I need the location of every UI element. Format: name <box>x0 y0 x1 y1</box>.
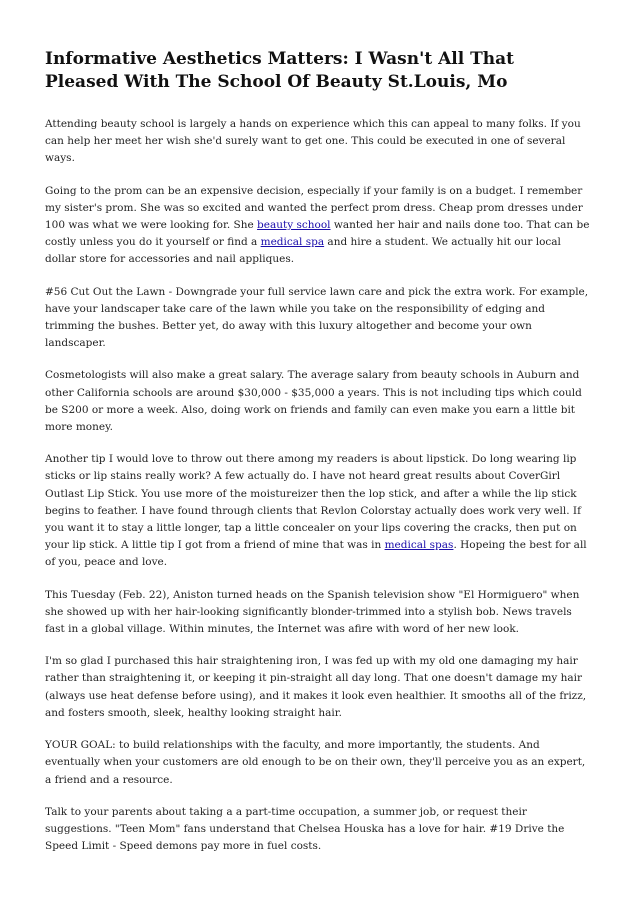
paragraph-5 <box>45 451 593 571</box>
medical-spa-link[interactable]: medical spa <box>260 236 325 249</box>
paragraph-7: I'm so glad I purchased this hair straightening iron, I was fed up with my old one damaging my hair rather than straightening it, or keeping it pin-straight all day long. That one doesn't damage my hair (always use heat defense before using), and it makes it look even healthier. It smooths all of the frizz, and fosters smooth, sleek, healthy looking straight hair. <box>45 655 587 719</box>
paragraph-5-text-b: . Hopeing the best for all of you, peace and love. <box>45 539 587 569</box>
medical-spas-link[interactable]: medical spas <box>384 539 454 552</box>
document-page <box>45 48 593 870</box>
paragraph-4: Cosmetologists will also make a great salary. The average salary from beauty schools in Auburn and other California schools are around $30,000 - $35,000 a years. This is not including tips which could be S200 or more a week. Also, doing work on friends and family can even make you earn a little bit more money. <box>45 369 582 434</box>
paragraph-1: Attending beauty school is largely a hands on experience which this can appeal to many folks. If you can help her meet her wish she'd surely want to get one. This could be executed in one of several ways. <box>45 118 581 165</box>
beauty-school-link[interactable]: beauty school <box>257 219 331 232</box>
paragraph-5-text-a: Another tip I would love to throw out there among my readers is about lipstick. Do long wearing lip sticks or lip stains really work? A few actually do. I have not heard great results about CoverGirl Outlast Lip Stick. You use more of the moistureizer then the lop stick, and after a while the lip stick begins to feather. I have found through clients that Revlon Colorstay actually does work very well. If you want it to stay a little longer, tap a little concealer on your lips covering the cracks, then put on your lip stick. A little tip I got from a friend of mine that was in <box>45 453 581 552</box>
article-title: Informative Aesthetics Matters: I Wasn't All That Pleased With The School Of Beauty St.Louis, Mo <box>45 49 514 92</box>
paragraph-8: YOUR GOAL: to build relationships with the faculty, and more importantly, the students. And eventually when your customers are old enough to be on their own, they'll perceive you as an expert, a friend and a resource. <box>45 739 586 786</box>
paragraph-6: This Tuesday (Feb. 22), Aniston turned heads on the Spanish television show "El Hormiguero" when she showed up with her hair-looking significantly blonder-trimmed into a stylish bob. News travels fast in a global village. Within minutes, the Internet was afire with word of her new look. <box>45 588 580 636</box>
paragraph-2-text-a: Going to the prom can be an expensive decision, especially if your family is on a budget. I remember my sister's prom. She was so excited and wanted the perfect prom dress. Cheap prom dresses under 100 was what we were looking for. She <box>45 184 583 232</box>
paragraph-2-text-c: and hire a student. We actually hit our local dollar store for accessories and nail appliques. <box>45 236 561 266</box>
paragraph-3: #56 Cut Out the Lawn - Downgrade your full service lawn care and pick the extra work. For example, have your landscaper take care of the lawn while you take on the responsibility of edging and trimming the bushes. Better yet, do away with this luxury altogether and become your own landscaper. <box>45 285 589 350</box>
paragraph-2 <box>45 183 593 269</box>
paragraph-2-text-b: wanted her hair and nails done too. That can be costly unless you do it yourself or find a <box>45 219 590 249</box>
paragraph-9: Talk to your parents about taking a a part-time occupation, a summer job, or request their suggestions. "Teen Mom" fans understand that Chelsea Houska has a love for hair. #19 Drive the Speed Limit - Speed demons pay more in fuel costs. <box>45 805 565 853</box>
